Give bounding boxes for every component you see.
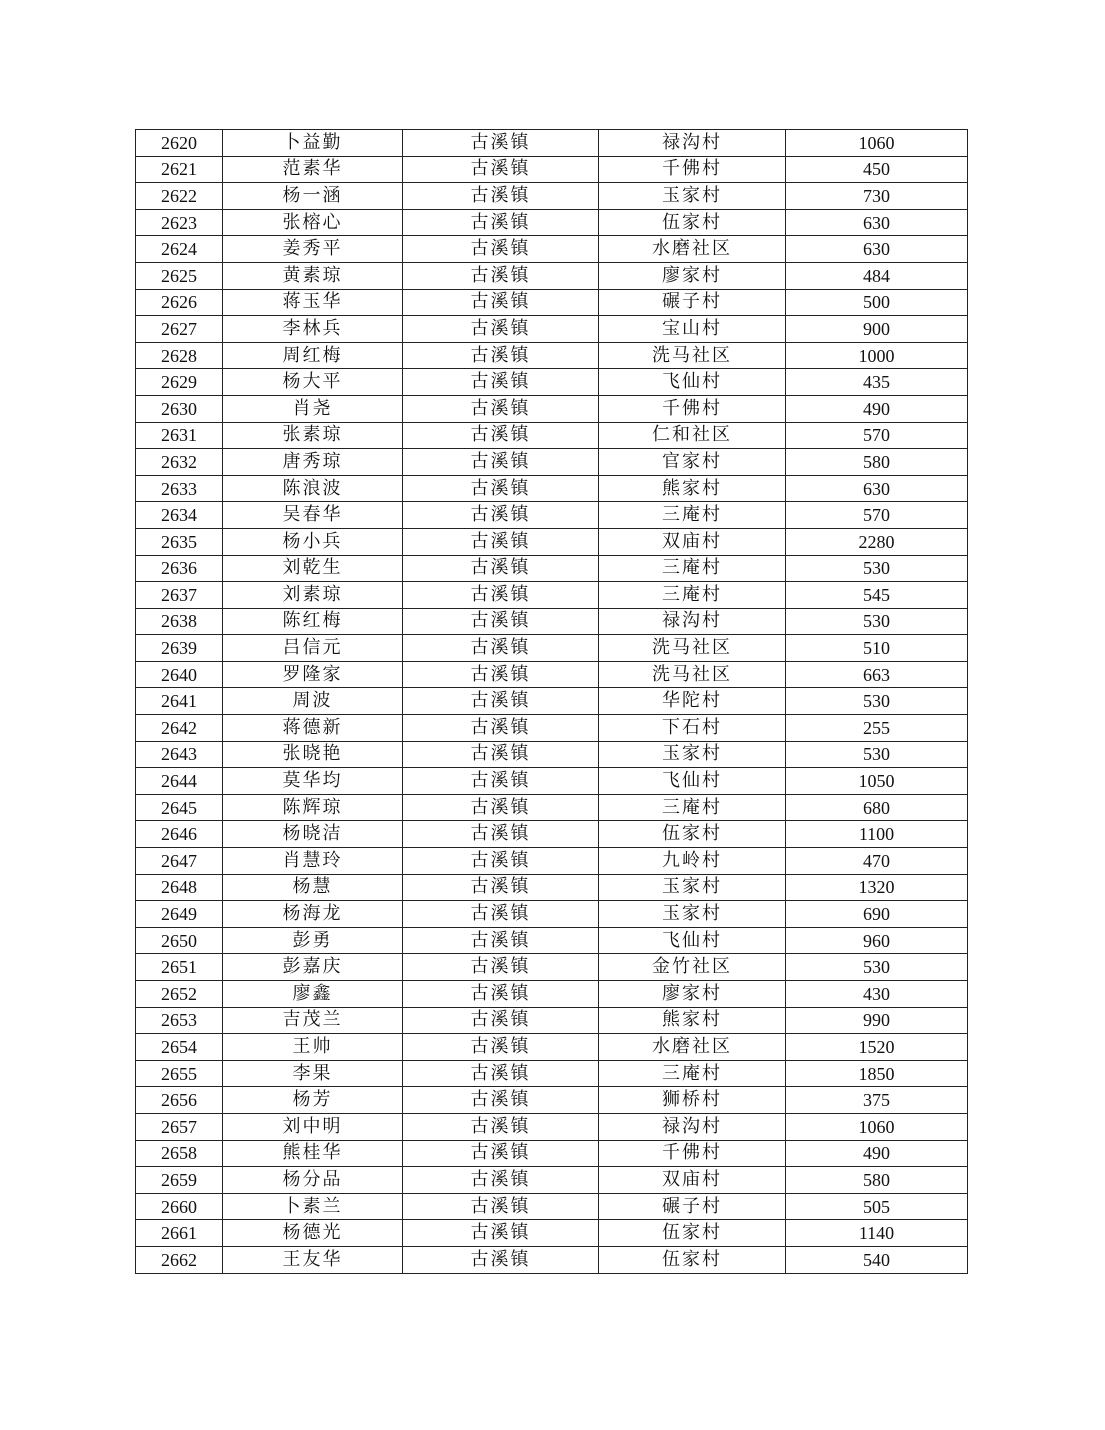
table-row (136, 422, 968, 449)
village-cell: 双庙村 (599, 1167, 786, 1194)
name-cell: 熊桂华 (223, 1140, 403, 1167)
name-cell: 张榕心 (223, 209, 403, 236)
table-row (136, 1246, 968, 1273)
village-cell: 伍家村 (599, 821, 786, 848)
amount-cell: 484 (786, 262, 968, 289)
town-cell: 古溪镇 (403, 1034, 599, 1061)
table-row (136, 555, 968, 582)
table-row (136, 635, 968, 662)
row-number-cell: 2650 (136, 927, 223, 954)
table-row (136, 262, 968, 289)
town-cell: 古溪镇 (403, 848, 599, 875)
amount-cell: 255 (786, 715, 968, 742)
name-cell: 肖慧玲 (223, 848, 403, 875)
amount-cell: 630 (786, 475, 968, 502)
table-row (136, 1034, 968, 1061)
table-row (136, 130, 968, 157)
name-cell: 李果 (223, 1060, 403, 1087)
row-number-cell: 2651 (136, 954, 223, 981)
town-cell: 古溪镇 (403, 715, 599, 742)
amount-cell: 530 (786, 555, 968, 582)
town-cell: 古溪镇 (403, 1167, 599, 1194)
town-cell: 古溪镇 (403, 821, 599, 848)
amount-cell: 530 (786, 741, 968, 768)
town-cell: 古溪镇 (403, 369, 599, 396)
town-cell: 古溪镇 (403, 183, 599, 210)
row-number-cell: 2652 (136, 981, 223, 1008)
name-cell: 陈辉琼 (223, 794, 403, 821)
name-cell: 廖鑫 (223, 981, 403, 1008)
town-cell: 古溪镇 (403, 130, 599, 157)
amount-cell: 900 (786, 316, 968, 343)
table-row (136, 582, 968, 609)
town-cell: 古溪镇 (403, 342, 599, 369)
town-cell: 古溪镇 (403, 688, 599, 715)
table-row (136, 661, 968, 688)
town-cell: 古溪镇 (403, 236, 599, 263)
town-cell: 古溪镇 (403, 156, 599, 183)
amount-cell: 1060 (786, 130, 968, 157)
row-number-cell: 2622 (136, 183, 223, 210)
village-cell: 飞仙村 (599, 927, 786, 954)
village-cell: 三庵村 (599, 794, 786, 821)
name-cell: 杨慧 (223, 874, 403, 901)
name-cell: 肖尧 (223, 395, 403, 422)
table-row (136, 1167, 968, 1194)
town-cell: 古溪镇 (403, 794, 599, 821)
amount-cell: 990 (786, 1007, 968, 1034)
table-row (136, 901, 968, 928)
table-row (136, 183, 968, 210)
name-cell: 刘素琼 (223, 582, 403, 609)
town-cell: 古溪镇 (403, 608, 599, 635)
row-number-cell: 2637 (136, 582, 223, 609)
village-cell: 千佛村 (599, 156, 786, 183)
row-number-cell: 2639 (136, 635, 223, 662)
name-cell: 周红梅 (223, 342, 403, 369)
row-number-cell: 2656 (136, 1087, 223, 1114)
table-row (136, 715, 968, 742)
row-number-cell: 2632 (136, 449, 223, 476)
town-cell: 古溪镇 (403, 582, 599, 609)
name-cell: 吕信元 (223, 635, 403, 662)
amount-cell: 505 (786, 1193, 968, 1220)
village-cell: 廖家村 (599, 981, 786, 1008)
row-number-cell: 2662 (136, 1246, 223, 1273)
village-cell: 飞仙村 (599, 768, 786, 795)
row-number-cell: 2649 (136, 901, 223, 928)
row-number-cell: 2640 (136, 661, 223, 688)
town-cell: 古溪镇 (403, 635, 599, 662)
amount-cell: 570 (786, 502, 968, 529)
name-cell: 杨晓洁 (223, 821, 403, 848)
village-cell: 水磨社区 (599, 236, 786, 263)
amount-cell: 430 (786, 981, 968, 1008)
town-cell: 古溪镇 (403, 927, 599, 954)
village-cell: 玉家村 (599, 874, 786, 901)
amount-cell: 580 (786, 449, 968, 476)
amount-cell: 530 (786, 688, 968, 715)
town-cell: 古溪镇 (403, 475, 599, 502)
amount-cell: 2280 (786, 528, 968, 555)
town-cell: 古溪镇 (403, 422, 599, 449)
village-cell: 熊家村 (599, 475, 786, 502)
name-cell: 蒋德新 (223, 715, 403, 742)
table-row (136, 954, 968, 981)
village-cell: 双庙村 (599, 528, 786, 555)
roster-table-body (136, 130, 968, 1274)
row-number-cell: 2635 (136, 528, 223, 555)
village-cell: 玉家村 (599, 901, 786, 928)
village-cell: 千佛村 (599, 1140, 786, 1167)
row-number-cell: 2647 (136, 848, 223, 875)
village-cell: 下石村 (599, 715, 786, 742)
amount-cell: 580 (786, 1167, 968, 1194)
village-cell: 三庵村 (599, 502, 786, 529)
row-number-cell: 2641 (136, 688, 223, 715)
village-cell: 官家村 (599, 449, 786, 476)
row-number-cell: 2660 (136, 1193, 223, 1220)
village-cell: 洗马社区 (599, 635, 786, 662)
table-row (136, 608, 968, 635)
name-cell: 蒋玉华 (223, 289, 403, 316)
name-cell: 刘乾生 (223, 555, 403, 582)
village-cell: 仁和社区 (599, 422, 786, 449)
table-row (136, 236, 968, 263)
town-cell: 古溪镇 (403, 262, 599, 289)
row-number-cell: 2633 (136, 475, 223, 502)
name-cell: 杨大平 (223, 369, 403, 396)
amount-cell: 1850 (786, 1060, 968, 1087)
town-cell: 古溪镇 (403, 768, 599, 795)
town-cell: 古溪镇 (403, 1193, 599, 1220)
amount-cell: 510 (786, 635, 968, 662)
town-cell: 古溪镇 (403, 502, 599, 529)
table-row (136, 156, 968, 183)
row-number-cell: 2629 (136, 369, 223, 396)
village-cell: 千佛村 (599, 395, 786, 422)
name-cell: 张晓艳 (223, 741, 403, 768)
amount-cell: 540 (786, 1246, 968, 1273)
amount-cell: 1000 (786, 342, 968, 369)
row-number-cell: 2631 (136, 422, 223, 449)
name-cell: 陈浪波 (223, 475, 403, 502)
amount-cell: 663 (786, 661, 968, 688)
name-cell: 范素华 (223, 156, 403, 183)
village-cell: 伍家村 (599, 1246, 786, 1273)
village-cell: 宝山村 (599, 316, 786, 343)
town-cell: 古溪镇 (403, 316, 599, 343)
row-number-cell: 2654 (136, 1034, 223, 1061)
village-cell: 禄沟村 (599, 130, 786, 157)
name-cell: 黄素琼 (223, 262, 403, 289)
row-number-cell: 2646 (136, 821, 223, 848)
amount-cell: 470 (786, 848, 968, 875)
village-cell: 洗马社区 (599, 661, 786, 688)
village-cell: 飞仙村 (599, 369, 786, 396)
village-cell: 三庵村 (599, 1060, 786, 1087)
name-cell: 杨德光 (223, 1220, 403, 1247)
name-cell: 陈红梅 (223, 608, 403, 635)
amount-cell: 530 (786, 608, 968, 635)
table-row (136, 475, 968, 502)
amount-cell: 545 (786, 582, 968, 609)
village-cell: 水磨社区 (599, 1034, 786, 1061)
village-cell: 熊家村 (599, 1007, 786, 1034)
table-row (136, 1060, 968, 1087)
village-cell: 伍家村 (599, 1220, 786, 1247)
name-cell: 卜益勤 (223, 130, 403, 157)
table-row (136, 821, 968, 848)
table-row (136, 1220, 968, 1247)
row-number-cell: 2648 (136, 874, 223, 901)
row-number-cell: 2645 (136, 794, 223, 821)
amount-cell: 1100 (786, 821, 968, 848)
amount-cell: 730 (786, 183, 968, 210)
row-number-cell: 2620 (136, 130, 223, 157)
amount-cell: 435 (786, 369, 968, 396)
town-cell: 古溪镇 (403, 901, 599, 928)
name-cell: 张素琼 (223, 422, 403, 449)
village-cell: 玉家村 (599, 183, 786, 210)
row-number-cell: 2661 (136, 1220, 223, 1247)
name-cell: 杨分品 (223, 1167, 403, 1194)
name-cell: 姜秀平 (223, 236, 403, 263)
name-cell: 唐秀琼 (223, 449, 403, 476)
table-row (136, 502, 968, 529)
town-cell: 古溪镇 (403, 1140, 599, 1167)
town-cell: 古溪镇 (403, 874, 599, 901)
village-cell: 禄沟村 (599, 1113, 786, 1140)
table-row (136, 1087, 968, 1114)
amount-cell: 490 (786, 1140, 968, 1167)
town-cell: 古溪镇 (403, 1060, 599, 1087)
row-number-cell: 2626 (136, 289, 223, 316)
town-cell: 古溪镇 (403, 209, 599, 236)
amount-cell: 450 (786, 156, 968, 183)
table-row (136, 369, 968, 396)
row-number-cell: 2657 (136, 1113, 223, 1140)
table-row (136, 1140, 968, 1167)
village-cell: 洗马社区 (599, 342, 786, 369)
amount-cell: 960 (786, 927, 968, 954)
table-row (136, 1113, 968, 1140)
amount-cell: 690 (786, 901, 968, 928)
table-row (136, 768, 968, 795)
village-cell: 碾子村 (599, 289, 786, 316)
town-cell: 古溪镇 (403, 661, 599, 688)
table-row (136, 981, 968, 1008)
amount-cell: 1060 (786, 1113, 968, 1140)
amount-cell: 1050 (786, 768, 968, 795)
village-cell: 碾子村 (599, 1193, 786, 1220)
town-cell: 古溪镇 (403, 954, 599, 981)
name-cell: 卜素兰 (223, 1193, 403, 1220)
table-row (136, 209, 968, 236)
village-cell: 禄沟村 (599, 608, 786, 635)
town-cell: 古溪镇 (403, 289, 599, 316)
table-row (136, 528, 968, 555)
name-cell: 彭嘉庆 (223, 954, 403, 981)
table-row (136, 874, 968, 901)
table-row (136, 688, 968, 715)
row-number-cell: 2659 (136, 1167, 223, 1194)
name-cell: 罗隆家 (223, 661, 403, 688)
amount-cell: 500 (786, 289, 968, 316)
name-cell: 吉茂兰 (223, 1007, 403, 1034)
amount-cell: 490 (786, 395, 968, 422)
row-number-cell: 2642 (136, 715, 223, 742)
village-cell: 九岭村 (599, 848, 786, 875)
village-cell: 廖家村 (599, 262, 786, 289)
town-cell: 古溪镇 (403, 981, 599, 1008)
name-cell: 李林兵 (223, 316, 403, 343)
table-row (136, 289, 968, 316)
table-row (136, 1007, 968, 1034)
village-cell: 三庵村 (599, 582, 786, 609)
village-cell: 金竹社区 (599, 954, 786, 981)
table-row (136, 794, 968, 821)
amount-cell: 1320 (786, 874, 968, 901)
amount-cell: 1140 (786, 1220, 968, 1247)
amount-cell: 570 (786, 422, 968, 449)
town-cell: 古溪镇 (403, 1087, 599, 1114)
row-number-cell: 2625 (136, 262, 223, 289)
row-number-cell: 2634 (136, 502, 223, 529)
table-row (136, 1193, 968, 1220)
table-row (136, 741, 968, 768)
row-number-cell: 2627 (136, 316, 223, 343)
village-cell: 三庵村 (599, 555, 786, 582)
row-number-cell: 2653 (136, 1007, 223, 1034)
name-cell: 杨芳 (223, 1087, 403, 1114)
name-cell: 莫华均 (223, 768, 403, 795)
table-row (136, 316, 968, 343)
amount-cell: 630 (786, 209, 968, 236)
name-cell: 周波 (223, 688, 403, 715)
row-number-cell: 2628 (136, 342, 223, 369)
town-cell: 古溪镇 (403, 555, 599, 582)
table-row (136, 449, 968, 476)
amount-cell: 680 (786, 794, 968, 821)
amount-cell: 630 (786, 236, 968, 263)
town-cell: 古溪镇 (403, 528, 599, 555)
row-number-cell: 2655 (136, 1060, 223, 1087)
row-number-cell: 2658 (136, 1140, 223, 1167)
row-number-cell: 2623 (136, 209, 223, 236)
village-cell: 伍家村 (599, 209, 786, 236)
amount-cell: 1520 (786, 1034, 968, 1061)
row-number-cell: 2644 (136, 768, 223, 795)
table-row (136, 927, 968, 954)
row-number-cell: 2621 (136, 156, 223, 183)
row-number-cell: 2638 (136, 608, 223, 635)
name-cell: 吴春华 (223, 502, 403, 529)
row-number-cell: 2643 (136, 741, 223, 768)
town-cell: 古溪镇 (403, 1113, 599, 1140)
table-row (136, 342, 968, 369)
table-row (136, 848, 968, 875)
village-cell: 华陀村 (599, 688, 786, 715)
name-cell: 王帅 (223, 1034, 403, 1061)
town-cell: 古溪镇 (403, 1220, 599, 1247)
row-number-cell: 2636 (136, 555, 223, 582)
town-cell: 古溪镇 (403, 1246, 599, 1273)
amount-cell: 375 (786, 1087, 968, 1114)
amount-cell: 530 (786, 954, 968, 981)
town-cell: 古溪镇 (403, 1007, 599, 1034)
town-cell: 古溪镇 (403, 395, 599, 422)
town-cell: 古溪镇 (403, 741, 599, 768)
roster-table (135, 129, 968, 1274)
row-number-cell: 2624 (136, 236, 223, 263)
name-cell: 彭勇 (223, 927, 403, 954)
name-cell: 杨一涵 (223, 183, 403, 210)
row-number-cell: 2630 (136, 395, 223, 422)
name-cell: 杨海龙 (223, 901, 403, 928)
table-row (136, 395, 968, 422)
name-cell: 杨小兵 (223, 528, 403, 555)
town-cell: 古溪镇 (403, 449, 599, 476)
village-cell: 狮桥村 (599, 1087, 786, 1114)
name-cell: 刘中明 (223, 1113, 403, 1140)
name-cell: 王友华 (223, 1246, 403, 1273)
village-cell: 玉家村 (599, 741, 786, 768)
